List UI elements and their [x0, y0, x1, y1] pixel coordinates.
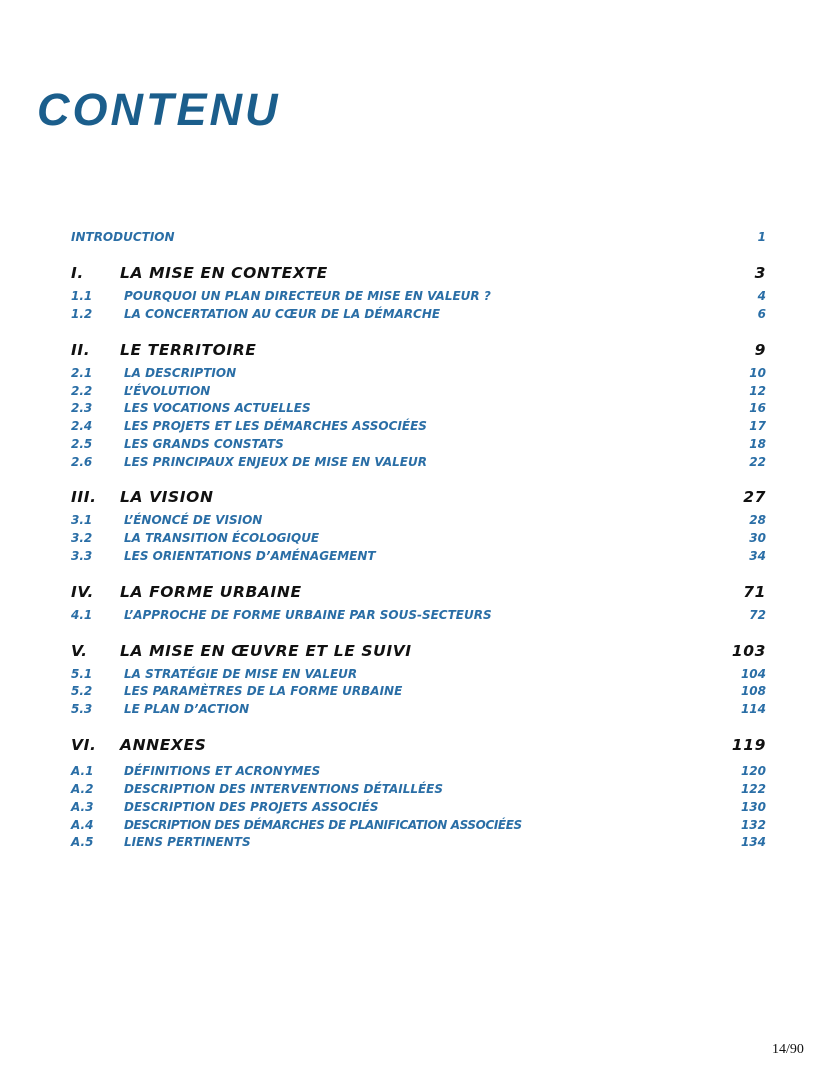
item-number: A.4	[71, 818, 94, 832]
item-label: LES PRINCIPAUX ENJEUX DE MISE EN VALEUR	[124, 455, 427, 469]
toc-section[interactable]	[71, 583, 766, 603]
item-label: LES PROJETS ET LES DÉMARCHES ASSOCIÉES	[124, 419, 427, 433]
item-number: 2.3	[71, 401, 93, 415]
item-page: 22	[749, 455, 766, 469]
item-label: LA STRATÉGIE DE MISE EN VALEUR	[124, 667, 358, 681]
item-label: LA CONCERTATION AU CŒUR DE LA DÉMARCHE	[124, 307, 441, 321]
item-label: DESCRIPTION DES DÉMARCHES DE PLANIFICATION ASSOCIÉES	[124, 818, 522, 832]
item-page: 72	[749, 608, 766, 622]
item-label: DESCRIPTION DES PROJETS ASSOCIÉS	[124, 800, 379, 814]
toc-item[interactable]	[71, 702, 766, 722]
item-number: 2.1	[71, 366, 93, 380]
item-page: 122	[740, 782, 766, 796]
item-label: L’APPROCHE DE FORME URBAINE PAR SOUS-SECTEURS	[124, 608, 492, 622]
section-page: 103	[731, 642, 766, 660]
item-number: 3.2	[71, 531, 93, 545]
section-page: 71	[743, 583, 766, 601]
section-number: V.	[71, 642, 88, 660]
item-page: 18	[749, 437, 766, 451]
toc-item[interactable]	[71, 307, 766, 327]
item-page: 6	[757, 307, 766, 321]
item-number: 5.1	[71, 667, 93, 681]
item-label: LES VOCATIONS ACTUELLES	[124, 401, 311, 415]
page-title: CONTENU	[37, 84, 281, 135]
section-page: 3	[754, 264, 766, 282]
toc-item[interactable]	[71, 289, 766, 309]
item-label: DÉFINITIONS ET ACRONYMES	[124, 764, 321, 778]
item-page: 104	[740, 667, 766, 681]
toc-item[interactable]	[71, 764, 766, 784]
item-number: 2.5	[71, 437, 93, 451]
item-label: L’ÉVOLUTION	[124, 384, 211, 398]
section-title: LA FORME URBAINE	[120, 583, 302, 601]
toc-item[interactable]	[71, 549, 766, 569]
item-page: 4	[757, 289, 766, 303]
toc-introduction[interactable]	[71, 230, 766, 250]
item-page: 30	[749, 531, 766, 545]
item-number: 2.4	[71, 419, 93, 433]
item-label: LES GRANDS CONSTATS	[124, 437, 284, 451]
section-page: 9	[754, 341, 766, 359]
toc-item[interactable]	[71, 531, 766, 551]
item-page: 108	[740, 684, 766, 698]
toc-section[interactable]	[71, 642, 766, 662]
item-number: 1.1	[71, 289, 93, 303]
item-label: L’ÉNONCÉ DE VISION	[124, 513, 263, 527]
item-number: 4.1	[71, 608, 93, 622]
item-number: 2.2	[71, 384, 93, 398]
section-title: LA MISE EN ŒUVRE ET LE SUIVI	[120, 642, 412, 660]
item-page: 114	[740, 702, 766, 716]
toc-section[interactable]	[71, 264, 766, 284]
item-page: 130	[740, 800, 766, 814]
item-page: 134	[740, 835, 766, 849]
toc-section[interactable]	[71, 488, 766, 508]
item-page: 12	[749, 384, 766, 398]
item-number: A.1	[71, 764, 94, 778]
section-number: VI.	[71, 736, 97, 754]
toc-item[interactable]	[71, 419, 766, 439]
item-label: LA TRANSITION ÉCOLOGIQUE	[124, 531, 320, 545]
item-page: 132	[740, 818, 766, 832]
section-number: II.	[71, 341, 91, 359]
toc-item[interactable]	[71, 366, 766, 386]
toc-label: INTRODUCTION	[71, 230, 175, 244]
section-title: ANNEXES	[120, 736, 207, 754]
toc-item[interactable]	[71, 437, 766, 457]
item-number: 5.3	[71, 702, 93, 716]
item-page: 120	[740, 764, 766, 778]
item-label: LE PLAN D’ACTION	[124, 702, 250, 716]
item-label: LES PARAMÈTRES DE LA FORME URBAINE	[124, 684, 403, 698]
item-number: 5.2	[71, 684, 93, 698]
section-title: LA MISE EN CONTEXTE	[120, 264, 328, 282]
item-label: LES ORIENTATIONS D’AMÉNAGEMENT	[124, 549, 376, 563]
toc-item[interactable]	[71, 513, 766, 533]
item-number: 3.1	[71, 513, 93, 527]
section-title: LE TERRITOIRE	[120, 341, 257, 359]
toc-page: 1	[757, 230, 766, 244]
item-page: 34	[749, 549, 766, 563]
toc-item[interactable]	[71, 608, 766, 628]
section-page: 119	[731, 736, 766, 754]
toc-item[interactable]	[71, 782, 766, 802]
section-number: III.	[71, 488, 97, 506]
toc-item[interactable]	[71, 800, 766, 820]
item-page: 16	[749, 401, 766, 415]
section-number: IV.	[71, 583, 95, 601]
toc-section[interactable]	[71, 736, 766, 756]
toc-item[interactable]	[71, 401, 766, 421]
item-number: 1.2	[71, 307, 93, 321]
item-number: 2.6	[71, 455, 93, 469]
item-page: 10	[749, 366, 766, 380]
item-label: POURQUOI UN PLAN DIRECTEUR DE MISE EN VALEUR ?	[124, 289, 491, 303]
item-page: 28	[749, 513, 766, 527]
toc-section[interactable]	[71, 341, 766, 361]
section-title: LA VISION	[120, 488, 214, 506]
item-label: LA DESCRIPTION	[124, 366, 237, 380]
item-number: 3.3	[71, 549, 93, 563]
toc-item[interactable]	[71, 835, 766, 855]
page-number: 14/90	[772, 1042, 804, 1057]
section-page: 27	[743, 488, 766, 506]
section-number: I.	[71, 264, 84, 282]
item-page: 17	[749, 419, 766, 433]
toc-item[interactable]	[71, 684, 766, 704]
item-label: LIENS PERTINENTS	[124, 835, 251, 849]
toc-item[interactable]	[71, 455, 766, 475]
item-number: A.3	[71, 800, 94, 814]
item-number: A.5	[71, 835, 94, 849]
item-number: A.2	[71, 782, 94, 796]
item-label: DESCRIPTION DES INTERVENTIONS DÉTAILLÉES	[124, 782, 444, 796]
